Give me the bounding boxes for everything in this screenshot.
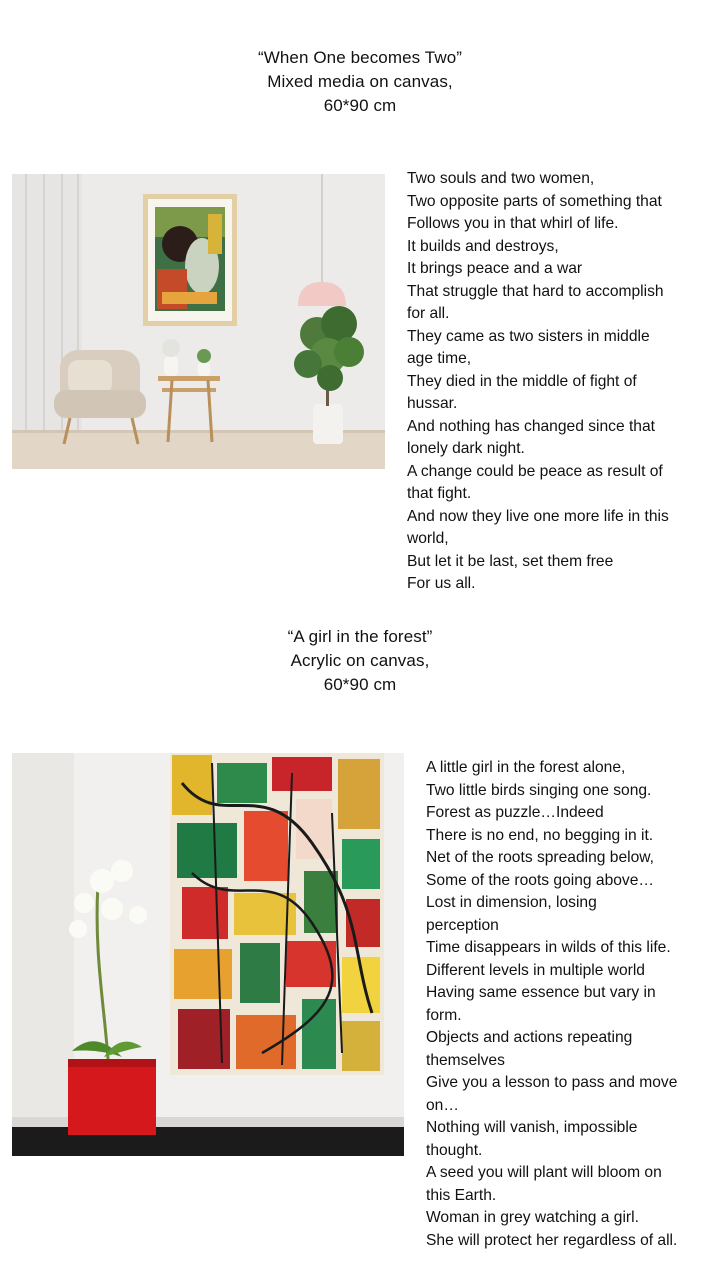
artwork2-room-photo [12,753,404,1156]
poem-line: age time, [407,350,472,367]
artwork2-title: “A girl in the forest” [287,627,433,646]
poem-line: Objects and actions repeating [426,1029,633,1046]
poem-line: She will protect her regardless of all. [426,1231,678,1249]
poem-line: this Earth. [426,1186,497,1204]
poem-line: Lost in dimension, losing [426,894,597,911]
artwork2-poem [426,757,677,1252]
artwork1-title: “When One becomes Two” [257,48,463,67]
poem-line: that fight. [407,485,472,502]
poem-line: It builds and destroys, [407,237,559,255]
poem-line: world, [407,530,449,547]
poem-line: A change could be peace as result of [407,462,663,480]
poem-line: thought. [426,1141,483,1159]
poem-line: They came as two sisters in middle [407,327,650,345]
artwork2-heading [0,625,720,697]
poem-line: Time disappears in wilds of this life. [426,939,671,956]
poem-line: But let it be last, set them free [407,552,614,570]
poem-line: Follows you in that whirl of life. [407,215,619,232]
poem-line: It brings peace and a war [407,260,583,277]
artwork2-size: 60*90 cm [323,675,397,694]
poem-line: on… [426,1096,459,1114]
artwork1-poem [407,168,669,596]
poem-line: Some of the roots going above… [426,871,654,889]
poem-line: There is no end, no begging in it. [426,826,654,844]
poem-line: themselves [426,1051,505,1069]
poem-line: Having same essence but vary in [426,984,656,1001]
poem-line: perception [426,916,499,934]
poem-line: That struggle that hard to accomplish [407,282,664,300]
artwork1-medium: Mixed media on canvas, [267,72,453,91]
artwork1-heading [0,46,720,118]
poem-line: form. [426,1006,462,1024]
poem-line: A little girl in the forest alone, [426,759,626,776]
poem-line: They died in the middle of fight of [407,372,637,390]
poem-line: Forest as puzzle…Indeed [426,804,604,821]
poem-line: And now they live one more life in this [407,507,669,525]
poem-line: Different levels in multiple world [426,961,645,979]
poem-line: Net of the roots spreading below, [426,849,654,866]
poem-line: Nothing will vanish, impossible [426,1119,638,1136]
artwork1-size: 60*90 cm [323,96,397,115]
poem-line: A seed you will plant will bloom on [426,1164,662,1181]
poem-line: lonely dark night. [407,440,525,457]
poem-line: Two souls and two women, [407,170,595,187]
poem-line: Woman in grey watching a girl. [426,1209,639,1226]
poem-line: hussar. [407,395,458,412]
artwork1-room-photo [12,174,385,469]
poem-line: For us all. [407,575,476,592]
poem-line: And nothing has changed since that [407,417,655,435]
poem-line: Two little birds singing one song. [426,781,652,799]
artwork2-medium: Acrylic on canvas, [290,651,430,670]
poem-line: Two opposite parts of something that [407,192,662,210]
poem-line: for all. [407,305,450,322]
poem-line: Give you a lesson to pass and move [426,1074,678,1091]
